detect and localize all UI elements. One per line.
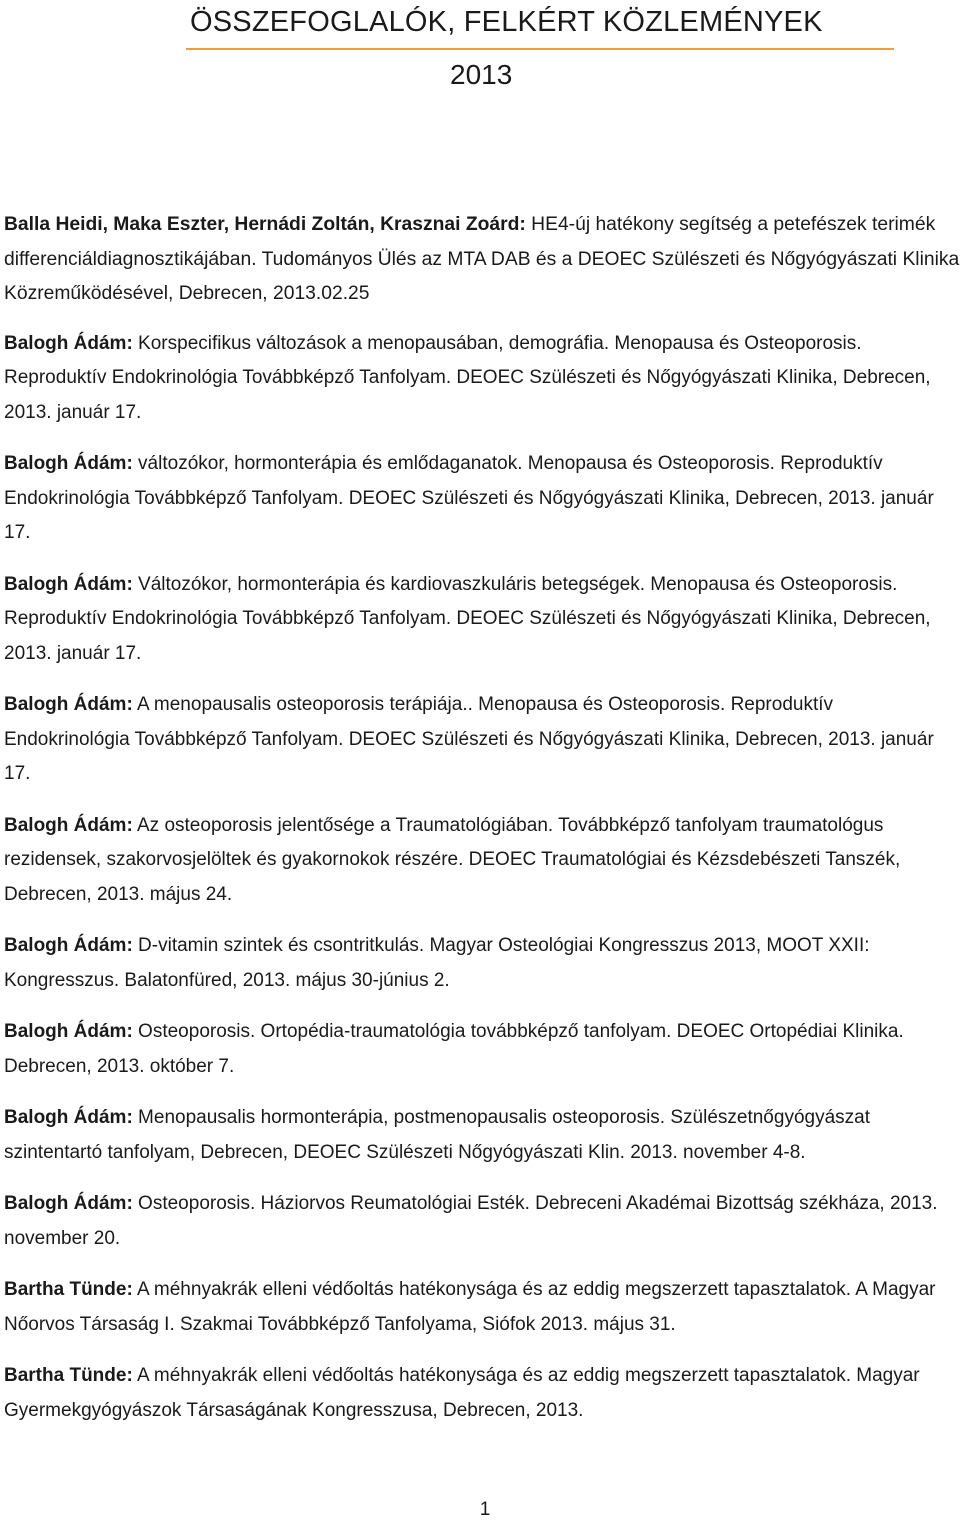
list-item	[4, 688, 960, 792]
list-item	[4, 809, 960, 913]
entry-authors: Balogh Ádám:	[4, 814, 133, 836]
page-title: ÖSSZEFOGLALÓK, FELKÉRT KÖZLEMÉNYEK	[190, 6, 823, 38]
abstract-list	[4, 208, 960, 1445]
entry-text: A méhnyakrák elleni védőoltás hatékonysága és az eddig megszerzett tapasztalatok. Magyar Gyermekgyógyászok Társaságának Kongresszusa, Debrecen, 2013.	[4, 1365, 920, 1421]
list-item	[4, 1359, 960, 1428]
entry-authors: Balogh Ádám:	[4, 453, 133, 474]
entry-text: D-vitamin szintek és csontritkulás. Magyar Osteológiai Kongresszus 2013, MOOT XXII: Kongresszus. Balatonfüred, 2013. május 30-június 2.	[4, 935, 870, 991]
entry-text: Az osteoporosis jelentősége a Traumatológiában. Továbbképző tanfolyam traumatológus rezidensek, szakorvosjelöltek és gyakornokok részére. DEOEC Traumatológiai és Kézsdebészeti Tanszék, Debrecen, 2013. május 24.	[4, 814, 901, 905]
list-item	[4, 1015, 960, 1084]
entry-authors: Balogh Ádám:	[4, 1193, 133, 1214]
entry-text: Menopausalis hormonterápia, postmenopausalis osteoporosis. Szülészetnőgyógyászat szintentartó tanfolyam, Debrecen, DEOEC Szülészeti Nőgyógyászati Klin. 2013. november 4-8.	[4, 1107, 870, 1163]
list-item	[4, 327, 960, 431]
entry-text: Osteoporosis. Ortopédia-traumatológia továbbképző tanfolyam. DEOEC Ortopédiai Klinika. Debrecen, 2013. október 7.	[4, 1021, 904, 1077]
page-number: 1	[479, 1499, 491, 1520]
entry-authors: Balogh Ádám:	[4, 694, 133, 715]
entry-authors: Balogh Ádám:	[4, 1021, 133, 1042]
list-item	[4, 447, 960, 551]
entry-authors: Balogh Ádám:	[4, 332, 133, 354]
entry-authors: Balogh Ádám:	[4, 935, 133, 956]
list-item	[4, 1187, 960, 1256]
list-item	[4, 929, 960, 998]
entry-text: Változókor, hormonterápia és kardiovaszkuláris betegségek. Menopausa és Osteoporosis. Reproduktív Endokrinológia Továbbképző Tanfolyam. DEOEC Szülészeti és Nőgyógyászati Klinika, Debrecen, 2013. január 17.	[4, 573, 931, 664]
entry-text: HE4-új hatékony segítség a petefészek terimék differenciáldiagnosztikájában. Tudományos Ülés az MTA DAB és a DEOEC Szülészeti és Nőgyógyászati Klinika Közreműködésével, Debrecen, 2013.02.25	[4, 214, 960, 304]
entry-text: A méhnyakrák elleni védőoltás hatékonysága és az eddig megszerzett tapasztalatok. A Magyar Nőorvos Társaság I. Szakmai Továbbképző Tanfolyama, Siófok 2013. május 31.	[4, 1279, 936, 1335]
entry-authors: Balogh Ádám:	[4, 1107, 133, 1128]
entry-text: Korspecifikus változások a menopausában, demográfia. Menopausa és Osteoporosis. Reproduktív Endokrinológia Továbbképző Tanfolyam. DEOEC Szülészeti és Nőgyógyászati Klinika, Debrecen, 2013. január 17.	[4, 332, 931, 423]
entry-text: változókor, hormonterápia és emlődaganatok. Menopausa és Osteoporosis. Reproduktív Endokrinológia Továbbképző Tanfolyam. DEOEC Szülészeti és Nőgyógyászati Klinika, Debrecen, 2013. január 17.	[4, 453, 934, 543]
entry-text: A menopausalis osteoporosis terápiája.. Menopausa és Osteoporosis. Reproduktív Endokrinológia Továbbképző Tanfolyam. DEOEC Szülészeti és Nőgyógyászati Klinika, Debrecen, 2013. január 17.	[4, 694, 934, 784]
page-year: 2013	[450, 59, 513, 90]
list-item	[4, 568, 960, 672]
entry-authors: Bartha Tünde:	[4, 1365, 133, 1386]
list-item	[4, 1273, 960, 1342]
entry-authors: Bartha Tünde:	[4, 1279, 133, 1300]
list-item	[4, 208, 960, 312]
title-underline	[186, 48, 894, 50]
entry-text: Osteoporosis. Háziorvos Reumatológiai Esték. Debreceni Akadémai Bizottság székháza, 2013. november 20.	[4, 1193, 938, 1249]
entry-authors: Balla Heidi, Maka Eszter, Hernádi Zoltán, Krasznai Zoárd:	[4, 214, 526, 235]
entry-authors: Balogh Ádám:	[4, 573, 133, 595]
list-item	[4, 1101, 960, 1170]
